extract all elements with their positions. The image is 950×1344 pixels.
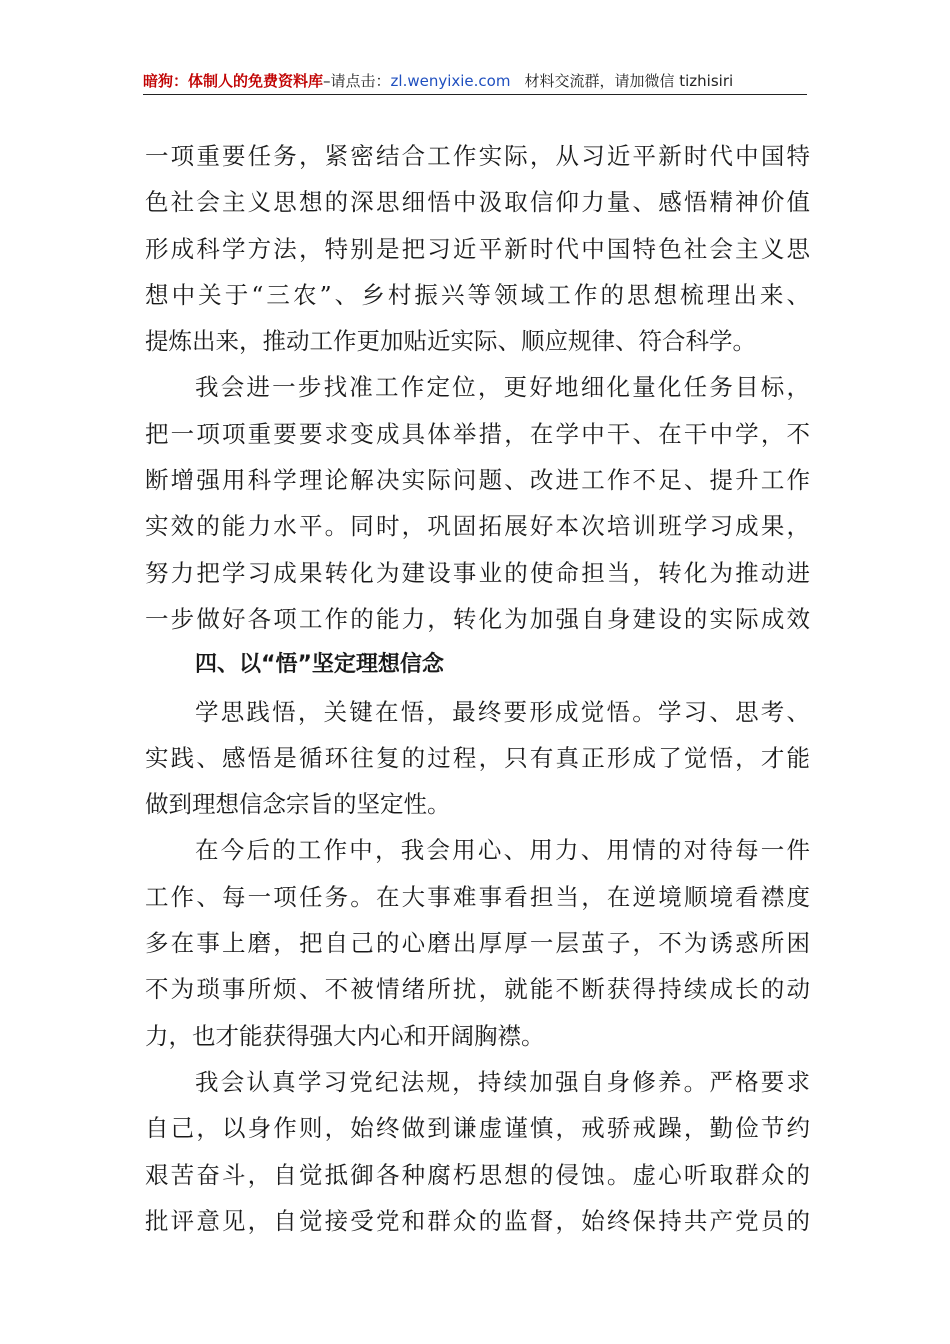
page-header [143, 68, 807, 95]
body-line: 一步做好各项工作的能力，转化为加强自身建设的实际成效 [145, 604, 810, 633]
body-line: 实效的能力水平。同时，巩固拓展好本次培训班学习成果， [145, 512, 810, 541]
body-line: 不为琐事所烦、不被情绪所扰，就能不断获得持续成长的动 [145, 975, 810, 1004]
body-line: 断增强用科学理论解决实际问题、改进工作不足、提升工作 [145, 466, 810, 495]
body-line: 色社会主义思想的深思细悟中汲取信仰力量、感悟精神价值 [145, 188, 810, 217]
body-line: 做到理想信念宗旨的坚定性。 [145, 790, 451, 819]
paragraph-first-line: 我会认真学习党纪法规，持续加强自身修养。严格要求 [195, 1067, 810, 1096]
body-line: 自己，以身作则，始终做到谦虚谨慎，戒骄戒躁，勤俭节约 [145, 1114, 810, 1143]
body-line: 一项重要任务，紧密结合工作实际，从习近平新时代中国特 [145, 142, 810, 170]
header-group-note: 材料交流群，请加微信 tizhisiri [524, 72, 734, 90]
paragraph-first-line: 学思践悟，关键在悟，最终要形成觉悟。学习、思考、 [195, 697, 810, 726]
body-line: 实践、感悟是循环往复的过程，只有真正形成了觉悟，才能 [145, 743, 810, 772]
header-url-link[interactable]: zl.wenyixie.com [390, 72, 511, 90]
header-brand: 暗狗：体制人的免费资料库 [143, 72, 324, 90]
body-line: 批评意见，自觉接受党和群众的监督，始终保持共产党员的 [145, 1206, 810, 1235]
body-line: 力，也才能获得强大内心和开阔胸襟。 [145, 1021, 545, 1050]
body-line: 努力把学习成果转化为建设事业的使命担当，转化为推动进 [145, 558, 810, 587]
body-line: 多在事上磨，把自己的心磨出厚厚一层茧子，不为诱惑所困 [145, 929, 810, 958]
header-click-prefix: –请点击： [323, 72, 391, 90]
body-line: 形成科学方法，特别是把习近平新时代中国特色社会主义思 [145, 234, 810, 263]
body-line: 把一项项重要要求变成具体举措，在学中干、在干中学，不 [145, 419, 810, 448]
body-line: 艰苦奋斗，自觉抵御各种腐朽思想的侵蚀。虚心听取群众的 [145, 1160, 810, 1189]
body-line: 工作、每一项任务。在大事难事看担当，在逆境顺境看襟度 [145, 882, 810, 911]
body-line: 想中关于“三农”、乡村振兴等领域工作的思想梳理出来、 [145, 280, 810, 309]
document-body [145, 133, 810, 1244]
paragraph-first-line: 我会进一步找准工作定位，更好地细化量化任务目标， [195, 373, 810, 402]
body-line: 提炼出来，推动工作更加贴近实际、顺应规律、符合科学。 [145, 327, 756, 356]
paragraph-first-line: 在今后的工作中，我会用心、用力、用情的对待每一件 [195, 836, 810, 865]
section-heading: 四、以“悟”坚定理想信念 [195, 652, 444, 678]
